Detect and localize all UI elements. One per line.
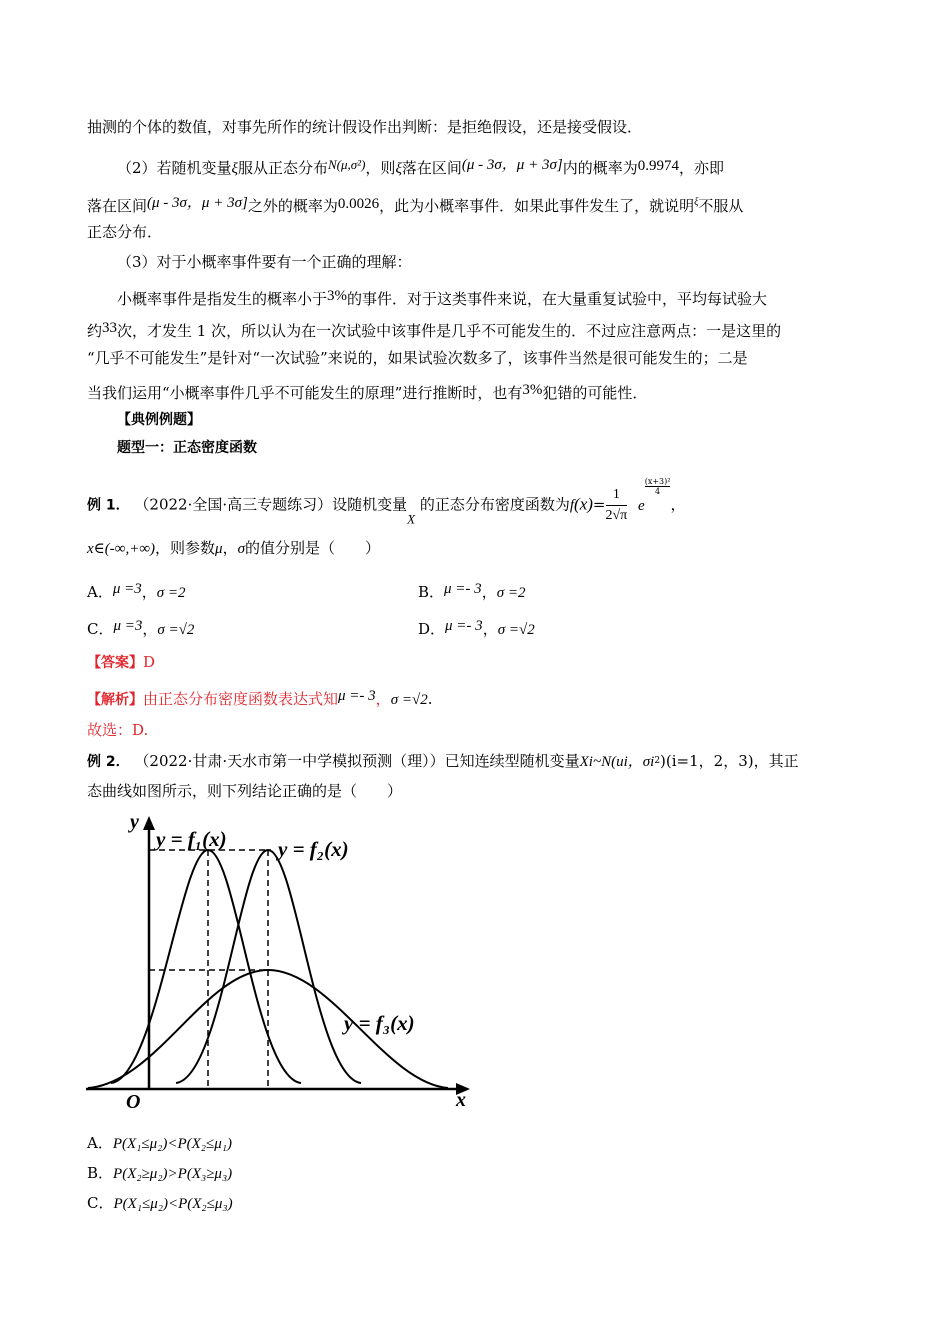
text-line-1: 抽测的个体的数值，对事先所作的统计假设作出判断：是拒绝假设，还是接受假设．: [87, 118, 643, 136]
y-axis-label: y: [130, 811, 139, 833]
option-c[interactable]: C．μ =3，σ =√2: [87, 618, 195, 638]
example2-question: 例 2． （2022·甘肃·天水市第一中学模拟预测（理））已知连续型随机变量Xi~N(ui，$\sigma i^2)(i=1$，2，3)，其正: [87, 752, 799, 770]
text-line-8: “几乎不可能发生”是针对“一次试验”来说的，如果试验次数多了，该事件当然是很可能发生的；二是: [87, 349, 748, 367]
y-axis-arrow: [143, 816, 155, 830]
section-heading: 【典例例题】: [117, 412, 201, 428]
option-2a[interactable]: A．P(X₁≤μ₂)<P(X₂≤μ₁): [87, 1134, 232, 1152]
choose-line: 故选：D.: [87, 721, 149, 739]
label-f3: y = f₃(x): [344, 1011, 415, 1035]
answer-line: 【答案】D: [87, 653, 156, 671]
option-2c[interactable]: C．P(X₁≤μ₂)<P(X₂≤μ₃): [87, 1194, 233, 1212]
option-2b[interactable]: B．P(X₂≥μ₂)>P(X₃≥μ₃): [87, 1164, 233, 1182]
option-b[interactable]: B．μ =- 3，σ =2: [418, 581, 526, 601]
option-a[interactable]: A．μ =3，σ =2: [87, 581, 186, 601]
text-line-2: （2）若随机变量ξ服从正态分布N(μ,σ²)，则ξ落在区间(μ - 3σ，μ + 3σ]内的概率为0.9974，亦即: [117, 157, 724, 177]
text-line-9: 当我们运用“小概率事件几乎不可能发生的原理”进行推断时，也有3%犯错的可能性．: [87, 382, 648, 402]
text-line-4: 正态分布．: [87, 223, 163, 241]
option-d[interactable]: D．μ =- 3，σ =√2: [418, 618, 535, 638]
curve-f1: [111, 850, 301, 1083]
text-line-3: 落在区间(μ - 3σ，μ + 3σ]之外的概率为0.0026，此为小概率事件．如果此事件发生了，就说明$^\xi$不服从: [87, 195, 744, 215]
text-line-5: （3）对于小概率事件要有一个正确的理解：: [117, 253, 412, 271]
normal-curves-figure: [86, 808, 476, 1113]
density-fraction: $\frac{1}{2√\pi}$: [605, 487, 628, 523]
example1-question: 例 1． （2022·全国·高三专题练习）设随机变量X 的正态分布密度函数为f(x)= $\frac{1}{2√\pi}$ e $\frac{\text{(x+3)²}}{4}$ ，: [87, 477, 686, 527]
text-line-7: 约33次，才发生 1 次，所以认为在一次试验中该事件是几乎不可能发生的．不过应注意两点：一是这里的: [87, 320, 782, 340]
example2-question-cont: 态曲线如图所示，则下列结论正确的是（ ）: [87, 782, 403, 800]
text-line-6: 小概率事件是指发生的概率小于3%的事件．对于这类事件来说，在大量重复试验中，平均每试验大: [117, 288, 768, 308]
label-f1: y = f₁(x): [156, 827, 227, 851]
section-subheading: 题型一：正态密度函数: [117, 440, 257, 456]
exponent: $\frac{\text{(x+3)²}}{4}$: [644, 477, 671, 496]
origin-label: O: [126, 1091, 141, 1113]
analysis-line: 【解析】由正态分布密度函数表达式知μ =- 3，σ =√2.: [87, 688, 433, 708]
example1-domain-line: x∈(-∞,+∞)，则参数μ，σ的值分别是（ ）: [87, 539, 380, 557]
label-f2: y = f₂(x): [278, 837, 349, 861]
x-axis-label: x: [456, 1089, 466, 1111]
